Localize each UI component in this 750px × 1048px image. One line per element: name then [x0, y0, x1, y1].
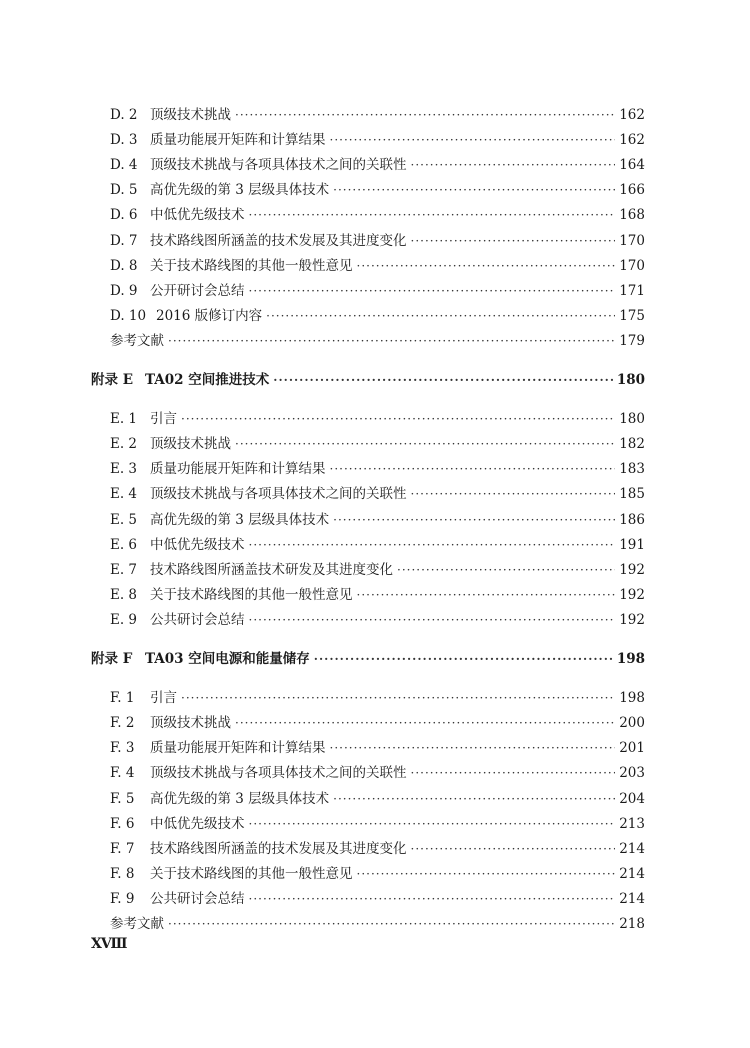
dot-leader	[357, 255, 616, 277]
dot-leader	[333, 509, 615, 531]
toc-entry-title: 顶级技术挑战与各项具体技术之间的关联性	[150, 486, 407, 503]
toc-page-number: 186	[619, 511, 645, 528]
toc-entry[interactable]	[110, 913, 645, 935]
toc-page-number: 164	[619, 157, 645, 174]
toc-entry[interactable]	[110, 280, 645, 302]
toc-entry-title: 公共研讨会总结	[150, 611, 245, 628]
toc-entry[interactable]	[110, 509, 645, 531]
toc-entry[interactable]	[110, 584, 645, 606]
page-folio: XⅧ	[91, 936, 127, 952]
toc-entry-number: D. 5	[110, 182, 138, 199]
toc-entry-title: 中低优先级技术	[150, 536, 245, 553]
toc-entry[interactable]	[110, 408, 645, 430]
toc-entry-number: D. 8	[110, 257, 138, 274]
toc-entry-number: E. 3	[110, 461, 138, 478]
toc-entry-number: E. 9	[110, 611, 138, 628]
toc-entry-title: 参考文献	[110, 332, 164, 349]
toc-entry[interactable]	[110, 712, 645, 734]
toc-entry-title: 技术路线图所涵盖技术研发及其进度变化	[150, 561, 393, 578]
toc-entry-number: 附录 E	[91, 372, 133, 388]
toc-page-number: 198	[616, 651, 645, 667]
toc-entry[interactable]	[110, 204, 645, 226]
toc-entry-title: 高优先级的第 3 层级具体技术	[150, 511, 330, 528]
dot-leader	[333, 788, 615, 810]
toc-entry-title: 参考文献	[110, 916, 164, 932]
dot-leader	[249, 204, 616, 226]
dot-leader	[397, 559, 615, 581]
toc-entry[interactable]	[110, 458, 645, 480]
toc-page-number: 192	[619, 586, 645, 603]
dot-leader	[333, 179, 615, 201]
dot-leader	[249, 813, 616, 835]
toc-entry-title: 高优先级的第 3 层级具体技术	[150, 790, 330, 807]
toc-entry-title: 顶级技术挑战与各项具体技术之间的关联性	[150, 765, 407, 782]
toc-entry-number: E. 7	[110, 561, 138, 578]
toc-entry[interactable]	[110, 305, 645, 327]
toc-entry[interactable]	[110, 888, 645, 910]
dot-leader	[411, 838, 616, 860]
toc-entry[interactable]	[110, 559, 645, 581]
toc-entry-number: D. 9	[110, 282, 138, 299]
toc-entry-number: F. 2	[110, 715, 135, 732]
toc-page-number: 183	[619, 461, 645, 478]
toc-entry[interactable]	[110, 129, 645, 151]
toc-entry-title: 公共研讨会总结	[150, 890, 245, 907]
toc-page-number: 204	[619, 790, 645, 807]
toc-entry-title: TA02 空间推进技术	[145, 372, 270, 388]
dot-leader	[330, 737, 616, 759]
toc-entry-title: 公开研讨会总结	[150, 282, 245, 299]
toc-entry-title: 顶级技术挑战	[150, 715, 231, 732]
toc-page-number: 214	[619, 890, 645, 907]
toc-page-number: 214	[619, 840, 645, 857]
toc-page-number: 213	[619, 815, 645, 832]
toc-entry[interactable]	[110, 813, 645, 835]
toc-page-number: 168	[619, 207, 645, 224]
dot-leader	[249, 534, 616, 556]
toc-entry-title: 质量功能展开矩阵和计算结果	[150, 461, 326, 478]
dot-leader	[168, 913, 615, 935]
toc-entry-title: 质量功能展开矩阵和计算结果	[150, 132, 326, 149]
toc-page-number: 179	[619, 332, 645, 349]
toc-page-number: 170	[619, 257, 645, 274]
dot-leader	[330, 129, 616, 151]
toc-entry[interactable]	[110, 230, 645, 252]
toc-entry[interactable]	[110, 863, 645, 885]
toc-page-number: 218	[619, 916, 645, 932]
toc-entry-number: D. 2	[110, 107, 138, 123]
toc-entry[interactable]	[110, 104, 645, 126]
toc-page-number: 175	[619, 307, 645, 324]
toc-page-number: 192	[619, 611, 645, 628]
toc-page-number: 162	[619, 132, 645, 149]
toc-entry-number: 附录 F	[91, 651, 133, 667]
toc-page-number: 185	[619, 486, 645, 503]
toc-entry[interactable]	[110, 179, 645, 201]
toc-entry-number: D. 10	[110, 307, 147, 324]
toc-entry-title: 质量功能展开矩阵和计算结果	[150, 740, 326, 757]
toc-page-number: 214	[619, 865, 645, 882]
toc-entry-title: 关于技术路线图的其他一般性意见	[150, 586, 353, 603]
toc-entry-title: 技术路线图所涵盖的技术发展及其进度变化	[150, 840, 407, 857]
toc-entry-number: F. 1	[110, 690, 135, 707]
toc-page-number: 171	[619, 282, 645, 299]
toc-entry-title: 引言	[150, 690, 177, 707]
toc-entry-title: 顶级技术挑战	[150, 436, 231, 453]
dot-leader	[249, 280, 616, 302]
toc-page-number: 162	[619, 107, 645, 123]
toc-entry-number: E. 6	[110, 536, 138, 553]
toc-entry-number: E. 2	[110, 436, 138, 453]
toc-entry-number: D. 7	[110, 232, 138, 249]
dot-leader	[411, 230, 616, 252]
toc-page-number: 192	[619, 561, 645, 578]
toc-page-number: 200	[619, 715, 645, 732]
toc-entry[interactable]	[110, 737, 645, 759]
toc-section-heading[interactable]	[91, 369, 645, 391]
dot-leader	[181, 408, 615, 430]
toc-entry-title: 关于技术路线图的其他一般性意见	[150, 865, 353, 882]
toc-page-number: 166	[619, 182, 645, 199]
toc-entry-number: E. 5	[110, 511, 138, 528]
toc-entry-number: F. 6	[110, 815, 135, 832]
toc-entry-number: F. 7	[110, 840, 135, 857]
toc-page-number: 170	[619, 232, 645, 249]
dot-leader	[330, 458, 616, 480]
toc-page-number: 198	[619, 690, 645, 707]
toc-entry[interactable]	[110, 534, 645, 556]
toc-entry-number: D. 4	[110, 157, 138, 174]
dot-leader	[249, 609, 616, 631]
toc-entry-number: F. 3	[110, 740, 135, 757]
toc-entry[interactable]	[110, 687, 645, 709]
toc-entry[interactable]	[110, 838, 645, 860]
dot-leader	[249, 888, 616, 910]
dot-leader	[314, 648, 613, 670]
toc-entry-title: 顶级技术挑战	[150, 107, 231, 123]
toc-entry-title: 高优先级的第 3 层级具体技术	[150, 182, 330, 199]
toc-section-heading[interactable]	[91, 648, 645, 670]
toc-entry-title: 中低优先级技术	[150, 815, 245, 832]
toc-entry[interactable]	[110, 433, 645, 455]
toc-entry-number: D. 3	[110, 132, 138, 149]
dot-leader	[411, 762, 616, 784]
dot-leader	[411, 154, 616, 176]
dot-leader	[235, 712, 615, 734]
toc-entry-title: 中低优先级技术	[150, 207, 245, 224]
toc-entry[interactable]	[110, 609, 645, 631]
toc-entry-title: TA03 空间电源和能量储存	[145, 651, 310, 667]
toc-entry[interactable]	[110, 154, 645, 176]
toc-page-number: 180	[619, 411, 645, 428]
dot-leader	[357, 863, 616, 885]
toc-entry-title: 顶级技术挑战与各项具体技术之间的关联性	[150, 157, 407, 174]
dot-leader	[266, 305, 615, 327]
toc-entry[interactable]	[110, 330, 645, 352]
toc-entry-number: D. 6	[110, 207, 138, 224]
toc-entry-number: F. 5	[110, 790, 135, 807]
dot-leader	[273, 369, 613, 391]
dot-leader	[235, 433, 615, 455]
toc-entry-title: 关于技术路线图的其他一般性意见	[150, 257, 353, 274]
toc-entry-title: 2016 版修订内容	[156, 307, 263, 324]
toc-entry[interactable]	[110, 788, 645, 810]
dot-leader	[181, 687, 615, 709]
toc-page-number: 201	[619, 740, 645, 757]
dot-leader	[357, 584, 616, 606]
toc-entry-title: 技术路线图所涵盖的技术发展及其进度变化	[150, 232, 407, 249]
toc-page-number: 203	[619, 765, 645, 782]
toc-entry-number: E. 4	[110, 486, 138, 503]
toc-entry-number: F. 4	[110, 765, 135, 782]
dot-leader	[235, 104, 615, 126]
toc-entry[interactable]	[110, 255, 645, 277]
dot-leader	[411, 483, 616, 505]
toc-page-number: 180	[616, 372, 645, 388]
toc-page-number: 191	[619, 536, 645, 553]
toc-entry-title: 引言	[150, 411, 177, 428]
toc-entry[interactable]	[110, 762, 645, 784]
toc-entry-number: F. 8	[110, 865, 135, 882]
toc-entry-number: E. 8	[110, 586, 138, 603]
dot-leader	[168, 330, 615, 352]
toc-entry-number: F. 9	[110, 890, 135, 907]
toc-entry[interactable]	[110, 483, 645, 505]
toc-page-number: 182	[619, 436, 645, 453]
toc-entry-number: E. 1	[110, 411, 138, 428]
